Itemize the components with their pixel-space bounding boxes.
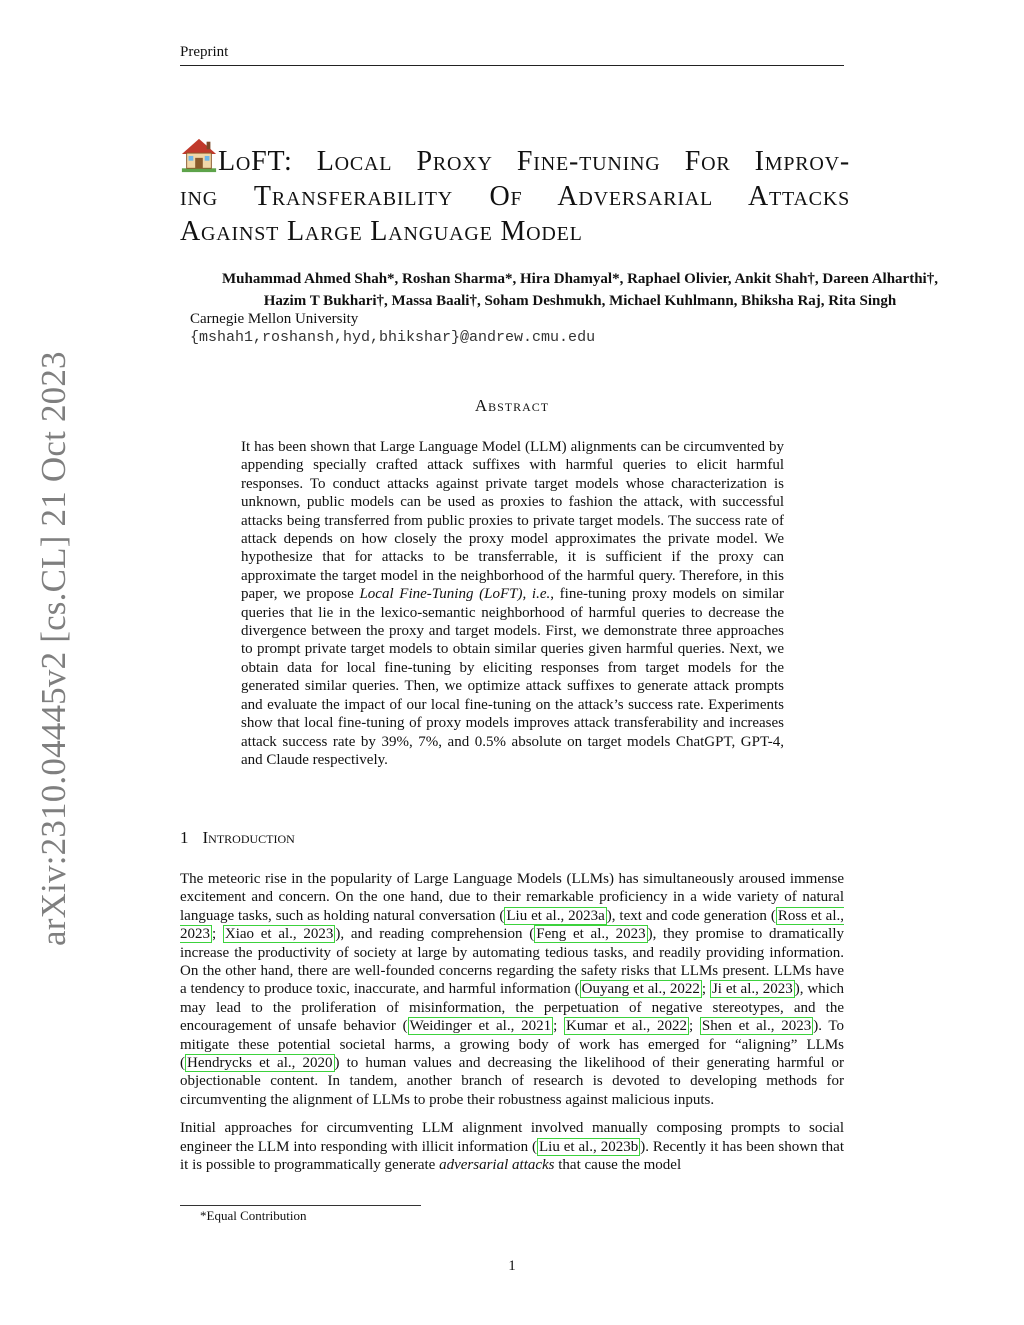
citation-link[interactable]: Hendrycks et al., 2020: [187, 1055, 333, 1072]
abstract-method-name: Local Fine-Tuning (LoFT), i.e.: [359, 586, 551, 603]
author-line-1: Muhammad Ahmed Shah*, Roshan Sharma*, Hira Dhamyal*, Raphael Olivier, Ankit Shah†, Dareen Alharthi†,: [222, 271, 938, 287]
section-title: Introduction: [202, 828, 295, 847]
abstract-heading: Abstract: [474, 396, 550, 415]
citation-link[interactable]: Xiao et al., 2023: [224, 926, 334, 943]
intro-emphasis: adversarial attacks: [439, 1157, 555, 1174]
citation-link[interactable]: Liu et al., 2023b: [539, 1138, 639, 1155]
citation-link[interactable]: Feng et al., 2023: [536, 926, 646, 943]
section-number: 1: [180, 828, 189, 847]
section-heading-introduction: [180, 828, 295, 848]
intro-text: ). To mitigate these potential societal harms, a growing body of work has emerged for “aligning” LLMs (: [180, 1018, 845, 1072]
footnote-divider: [180, 1205, 421, 1206]
abstract-text-2: , fine-tuning proxy models on similar queries that lie in the lexico-semantic neighborhood of harmful queries to decrease the divergence between the proxy and target models. First, we demonstrate three approaches to prompt private target models to obtain similar queries given harmful queries. Next, we obtain data for local fine-tuning by eliciting responses from target models for the generated similar queries. Then, we optimize attack suffixes to generate attack prompts and evaluate the impact of our local fine-tuning on the attack’s success rate. Experiments show that local fine-tuning of proxy models improves attack transferability and increases attack success rate by 39%, 7%, and 0.5% absolute on target models ChatGPT, GPT-4, and Claude respectively.: [241, 586, 784, 768]
citation-link[interactable]: Kumar et al., 2022: [565, 1018, 687, 1035]
citation-link[interactable]: Ouyang et al., 2022: [581, 981, 700, 998]
affiliation: Carnegie Mellon University: [190, 311, 359, 327]
title-line-3: Against Large Language Model: [180, 216, 583, 247]
intro-text: ), and reading comprehension (: [335, 926, 535, 943]
intro-text: ), which may lead to the proliferation of misinformation, the perpetuation of negative stereotypes, and the encouragement of unsafe behavior (: [180, 981, 845, 1035]
intro-text: Initial approaches for circumventing LLM alignment involved manually composing prompts to social engineer the LLM into responding with illicit information (: [180, 1120, 844, 1155]
title-line-1: [180, 136, 850, 179]
house-icon: [180, 136, 218, 174]
author-line-2: Hazim T Bukhari†, Massa Baali†, Soham Deshmukh, Michael Kuhlmann, Bhiksha Raj, Rita Singh: [263, 293, 897, 309]
arxiv-id: arXiv:2310.04445v2 [cs.CL] 21 Oct 2023: [34, 351, 73, 946]
citation-link[interactable]: Ross et al., 2023: [180, 907, 844, 943]
intro-text: that cause the model: [554, 1157, 682, 1174]
intro-text: ;: [553, 1018, 564, 1035]
paper-title: [180, 136, 850, 249]
citation-link[interactable]: Liu et al., 2023a: [506, 907, 605, 924]
author-list: [180, 268, 980, 312]
intro-text: ), text and code generation (: [606, 907, 776, 924]
title-line-1-text: LoFT: Local Proxy Fine-tuning For Improv-: [218, 146, 850, 177]
intro-text: ) to human values and decreasing the likelihood of their generating harmful or objectionable content. In tandem, another branch of research is devoted to developing methods for circumventing the alignment of LLMs to probe their robustness against malicious inputs.: [180, 1055, 844, 1108]
header-label: Preprint: [180, 44, 229, 60]
citation-link[interactable]: Ji et al., 2023: [711, 981, 793, 998]
footnote: *Equal Contribution: [200, 1208, 307, 1223]
intro-paragraph-2: [180, 1119, 844, 1174]
intro-text: ). Recently it has been shown that it is possible to programmatically generate: [180, 1138, 844, 1174]
abstract-body: [241, 438, 784, 769]
intro-text: ), they promise to dramatically increase the productivity of society at large by automating tedious tasks, and readily providing information. On the other hand, there are well-founded concerns regarding the safety risks that LLMs present. LLMs have a tendency to produce toxic, inaccurate, and harmful information (: [180, 926, 844, 998]
intro-paragraph-1: [180, 870, 844, 1109]
arxiv-sidebar-stamp: [34, 351, 74, 946]
running-header: [180, 44, 844, 66]
intro-text: The meteoric rise in the popularity of Large Language Models (LLMs) has simultaneously aroused immense excitement and concern. On the one hand, due to their remarkable proficiency in a wide variety of natural language tasks, such as holding natural conversation (: [180, 871, 844, 924]
introduction-body: [180, 870, 844, 1185]
intro-text: ;: [701, 981, 710, 998]
abstract-text-1: It has been shown that Large Language Model (LLM) alignments can be circumvented by appending specially crafted attack suffixes with harmful queries to elicit harmful responses. To conduct attacks against private target models whose characterization is unknown, public models can be used as proxies to fashion the attack, with successful attacks being transferred from public proxies to private target models. The success rate of attack depends on how closely the proxy model approximates the private model. We hypothesize that for attacks to be transferrable, it is sufficient if the proxy can approximate the target model in the neighborhood of the harmful query. Therefore, in this paper, we propose: [241, 439, 784, 603]
intro-text: ;: [688, 1018, 700, 1035]
author-emails: {mshah1,roshansh,hyd,bhikshar}@andrew.cmu.edu: [190, 329, 596, 346]
title-line-2: ing Transferability Of Adversarial Attacks: [180, 181, 850, 212]
citation-link[interactable]: Weidinger et al., 2021: [409, 1018, 552, 1035]
citation-link[interactable]: Shen et al., 2023: [701, 1018, 812, 1035]
intro-text: ;: [212, 926, 223, 943]
page-number: 1: [508, 1258, 516, 1274]
